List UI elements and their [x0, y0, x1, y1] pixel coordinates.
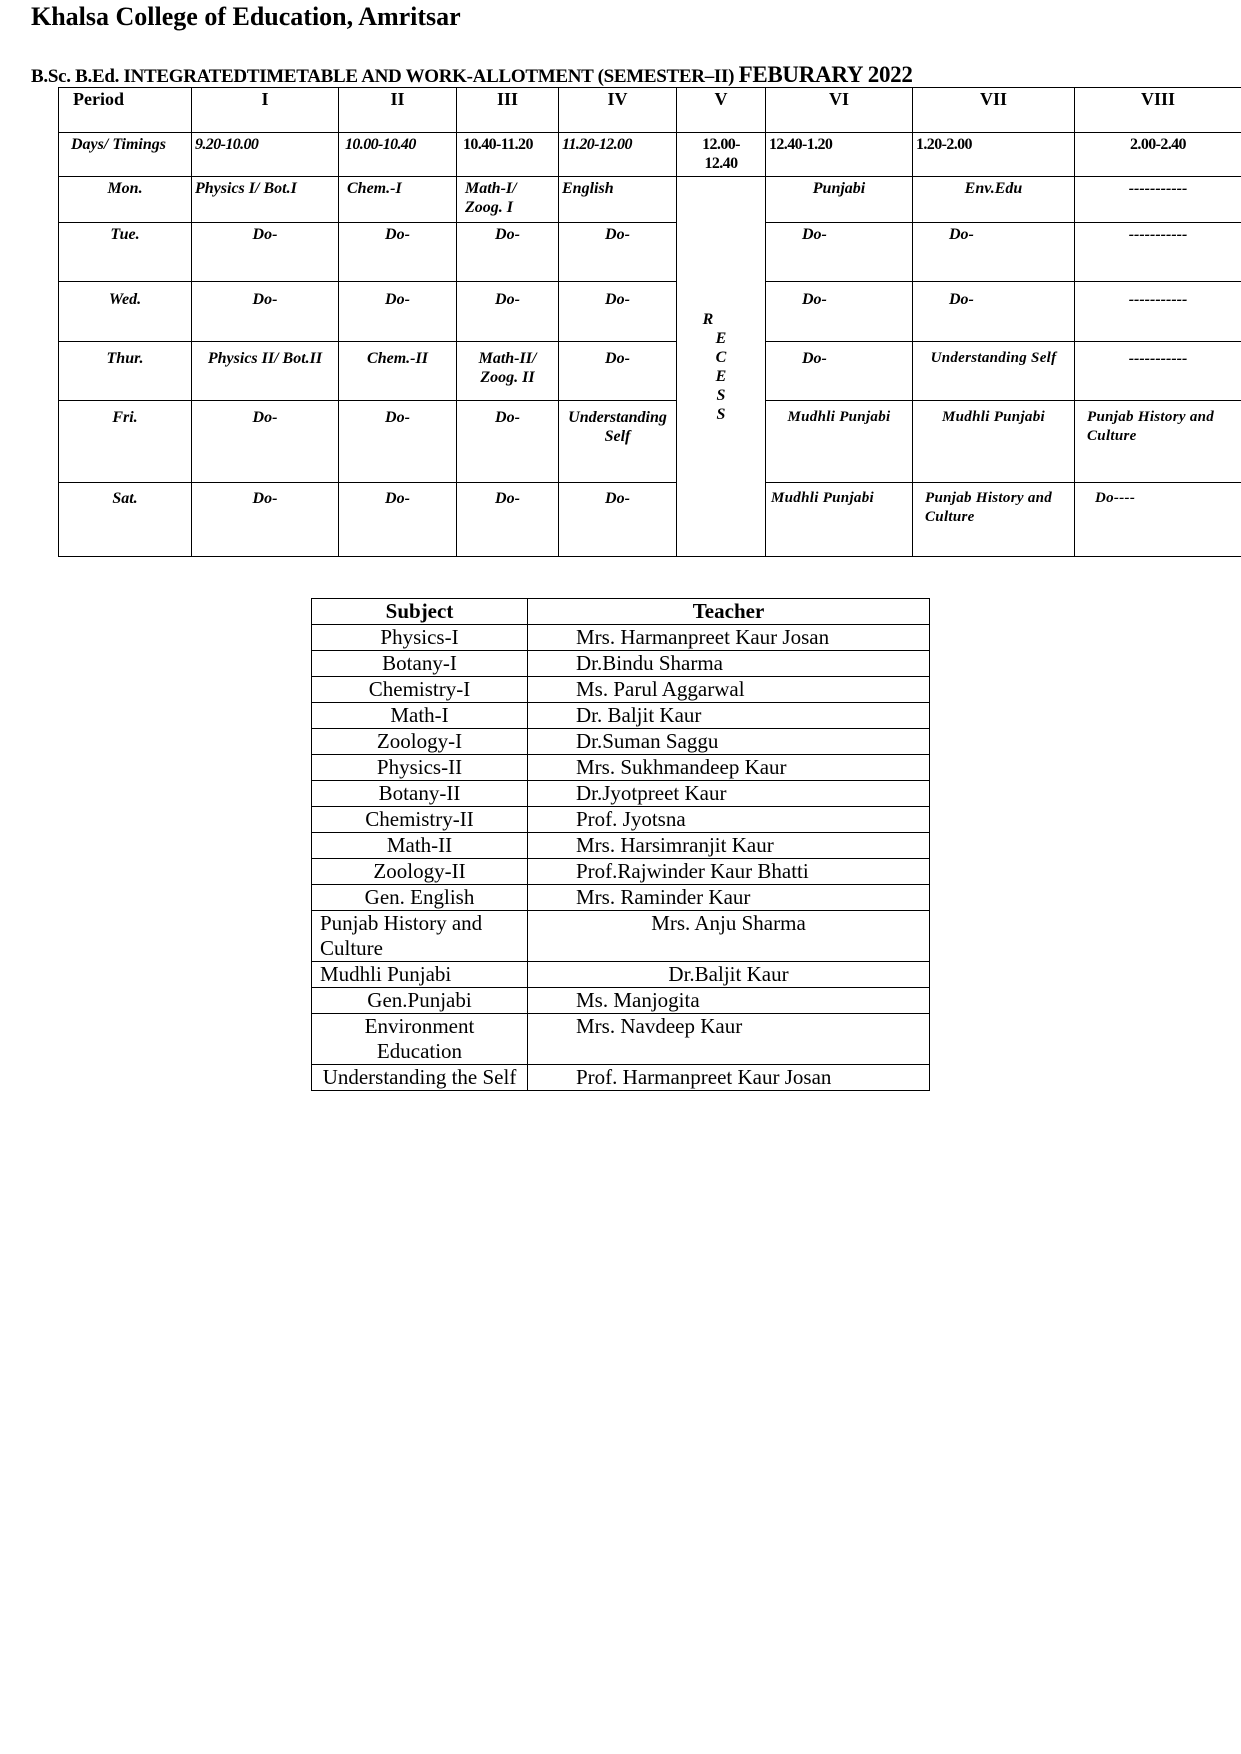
subject-cell: Zoology-I — [312, 729, 528, 755]
class-cell: Do- — [559, 282, 677, 342]
college-title: Khalsa College of Education, Amritsar — [31, 2, 461, 31]
timing-cell: 10.00-10.40 — [339, 133, 457, 177]
teacher-cell: Dr.Suman Saggu — [528, 729, 930, 755]
class-cell: Do- — [559, 483, 677, 557]
allotment-row — [312, 885, 930, 911]
class-cell: Physics II/ Bot.II — [192, 342, 339, 401]
day-row-sat — [59, 483, 1241, 557]
class-cell: ----------- — [1075, 177, 1241, 223]
class-cell: ----------- — [1075, 282, 1241, 342]
class-cell: Punjab History and Culture — [1075, 401, 1241, 483]
day-label: Wed. — [59, 282, 192, 342]
day-label: Sat. — [59, 483, 192, 557]
day-label: Thur. — [59, 342, 192, 401]
allotment-row — [312, 755, 930, 781]
teacher-cell: Dr.Baljit Kaur — [528, 962, 930, 988]
day-label: Tue. — [59, 223, 192, 282]
class-cell: Math-II/ Zoog. II — [457, 342, 559, 401]
day-row-thur — [59, 342, 1241, 401]
class-cell: Do- — [913, 282, 1075, 342]
class-cell: Do- — [457, 483, 559, 557]
teacher-cell: Mrs. Harsimranjit Kaur — [528, 833, 930, 859]
subject-cell: Chemistry-I — [312, 677, 528, 703]
recess-letter: C — [715, 348, 727, 366]
subject-cell: Chemistry-II — [312, 807, 528, 833]
period-header: VI — [766, 88, 913, 133]
day-row-tue — [59, 223, 1241, 282]
class-cell: Mudhli Punjabi — [913, 401, 1075, 483]
subject-cell: Math-II — [312, 833, 528, 859]
subject-cell: Environment Education — [312, 1014, 528, 1065]
timetable-subtitle — [31, 62, 913, 88]
period-header: II — [339, 88, 457, 133]
class-cell: Do- — [559, 223, 677, 282]
subject-cell: Understanding the Self — [312, 1065, 528, 1091]
day-label: Fri. — [59, 401, 192, 483]
recess-letter: E — [715, 329, 727, 347]
timing-cell: 10.40-11.20 — [457, 133, 559, 177]
class-cell: Chem.-I — [339, 177, 457, 223]
allotment-row — [312, 859, 930, 885]
class-cell: Do- — [457, 401, 559, 483]
class-cell: Chem.-II — [339, 342, 457, 401]
class-cell: Do- — [339, 401, 457, 483]
timing-cell: 2.00-2.40 — [1075, 133, 1241, 177]
teacher-cell: Prof. Jyotsna — [528, 807, 930, 833]
subject-cell: Mudhli Punjabi — [312, 962, 528, 988]
class-cell: Mudhli Punjabi — [766, 483, 913, 557]
class-cell: Do- — [457, 282, 559, 342]
allotment-row — [312, 703, 930, 729]
teacher-cell: Mrs. Raminder Kaur — [528, 885, 930, 911]
subject-column-header: Subject — [312, 599, 528, 625]
work-allotment-table — [311, 598, 930, 1091]
timings-row — [59, 133, 1241, 177]
teacher-column-header: Teacher — [528, 599, 930, 625]
allotment-row — [312, 651, 930, 677]
subtitle-main: B.Sc. B.Ed. INTEGRATEDTIMETABLE AND WORK-ALLOTMENT (SEMESTER–II) — [31, 66, 735, 87]
allotment-row — [312, 911, 930, 962]
teacher-cell: Prof. Harmanpreet Kaur Josan — [528, 1065, 930, 1091]
class-cell: English — [559, 177, 677, 223]
allotment-row — [312, 625, 930, 651]
teacher-cell: Mrs. Sukhmandeep Kaur — [528, 755, 930, 781]
allotment-row — [312, 781, 930, 807]
class-cell: Punjabi — [766, 177, 913, 223]
period-header: VII — [913, 88, 1075, 133]
recess-column — [677, 177, 766, 557]
class-cell: ----------- — [1075, 223, 1241, 282]
class-cell: Env.Edu — [913, 177, 1075, 223]
day-label: Mon. — [59, 177, 192, 223]
class-cell: Math-I/ Zoog. I — [457, 177, 559, 223]
timetable — [58, 87, 1241, 557]
period-header: IV — [559, 88, 677, 133]
timing-cell: 11.20-12.00 — [559, 133, 677, 177]
class-cell: ----------- — [1075, 342, 1241, 401]
teacher-cell: Mrs. Navdeep Kaur — [528, 1014, 930, 1065]
period-header: VIII — [1075, 88, 1241, 133]
period-label: Period — [59, 88, 192, 133]
class-cell: Punjab History and Culture — [913, 483, 1075, 557]
allotment-row — [312, 677, 930, 703]
allotment-row — [312, 962, 930, 988]
allotment-row — [312, 729, 930, 755]
allotment-row — [312, 807, 930, 833]
day-row-fri — [59, 401, 1241, 483]
day-row-mon — [59, 177, 1241, 223]
teacher-cell: Prof.Rajwinder Kaur Bhatti — [528, 859, 930, 885]
day-row-wed — [59, 282, 1241, 342]
class-cell: Mudhli Punjabi — [766, 401, 913, 483]
allotment-header-row — [312, 599, 930, 625]
teacher-cell: Dr.Jyotpreet Kaur — [528, 781, 930, 807]
recess-letter: R — [702, 310, 714, 328]
period-header: III — [457, 88, 559, 133]
recess-letter: S — [716, 405, 726, 423]
timing-cell: 12.40-1.20 — [766, 133, 913, 177]
timing-cell: 9.20-10.00 — [192, 133, 339, 177]
teacher-cell: Ms. Manjogita — [528, 988, 930, 1014]
class-cell: Do- — [559, 342, 677, 401]
subject-cell: Physics-II — [312, 755, 528, 781]
teacher-cell: Dr. Baljit Kaur — [528, 703, 930, 729]
class-cell: Do- — [913, 223, 1075, 282]
class-cell: Do- — [192, 223, 339, 282]
class-cell: Do- — [192, 401, 339, 483]
allotment-row — [312, 1014, 930, 1065]
subject-cell: Zoology-II — [312, 859, 528, 885]
subject-cell: Math-I — [312, 703, 528, 729]
class-cell: Do- — [766, 223, 913, 282]
period-header: V — [677, 88, 766, 133]
subject-cell: Botany-I — [312, 651, 528, 677]
class-cell: Do- — [766, 282, 913, 342]
teacher-cell: Ms. Parul Aggarwal — [528, 677, 930, 703]
allotment-row — [312, 988, 930, 1014]
timing-cell: 1.20-2.00 — [913, 133, 1075, 177]
class-cell: Do- — [339, 223, 457, 282]
timing-cell: 12.00- 12.40 — [677, 133, 766, 177]
allotment-row — [312, 833, 930, 859]
period-row — [59, 88, 1241, 133]
subject-cell: Punjab History and Culture — [312, 911, 528, 962]
subtitle-month: FEBURARY 2022 — [738, 62, 913, 87]
subject-cell: Gen.Punjabi — [312, 988, 528, 1014]
allotment-body — [312, 625, 930, 1091]
class-cell: Do- — [192, 282, 339, 342]
period-header: I — [192, 88, 339, 133]
class-cell: Understanding Self — [559, 401, 677, 483]
class-cell: Do- — [457, 223, 559, 282]
class-cell: Physics I/ Bot.I — [192, 177, 339, 223]
recess-letter: S — [716, 386, 726, 404]
timings-label: Days/ Timings — [59, 133, 192, 177]
subject-cell: Physics-I — [312, 625, 528, 651]
class-cell: Do- — [339, 282, 457, 342]
allotment-row — [312, 1065, 930, 1091]
subject-cell: Botany-II — [312, 781, 528, 807]
teacher-cell: Mrs. Harmanpreet Kaur Josan — [528, 625, 930, 651]
teacher-cell: Mrs. Anju Sharma — [528, 911, 930, 962]
recess-letter: E — [715, 367, 727, 385]
class-cell: Understanding Self — [913, 342, 1075, 401]
class-cell: Do- — [339, 483, 457, 557]
teacher-cell: Dr.Bindu Sharma — [528, 651, 930, 677]
class-cell: Do---- — [1075, 483, 1241, 557]
class-cell: Do- — [192, 483, 339, 557]
class-cell: Do- — [766, 342, 913, 401]
subject-cell: Gen. English — [312, 885, 528, 911]
